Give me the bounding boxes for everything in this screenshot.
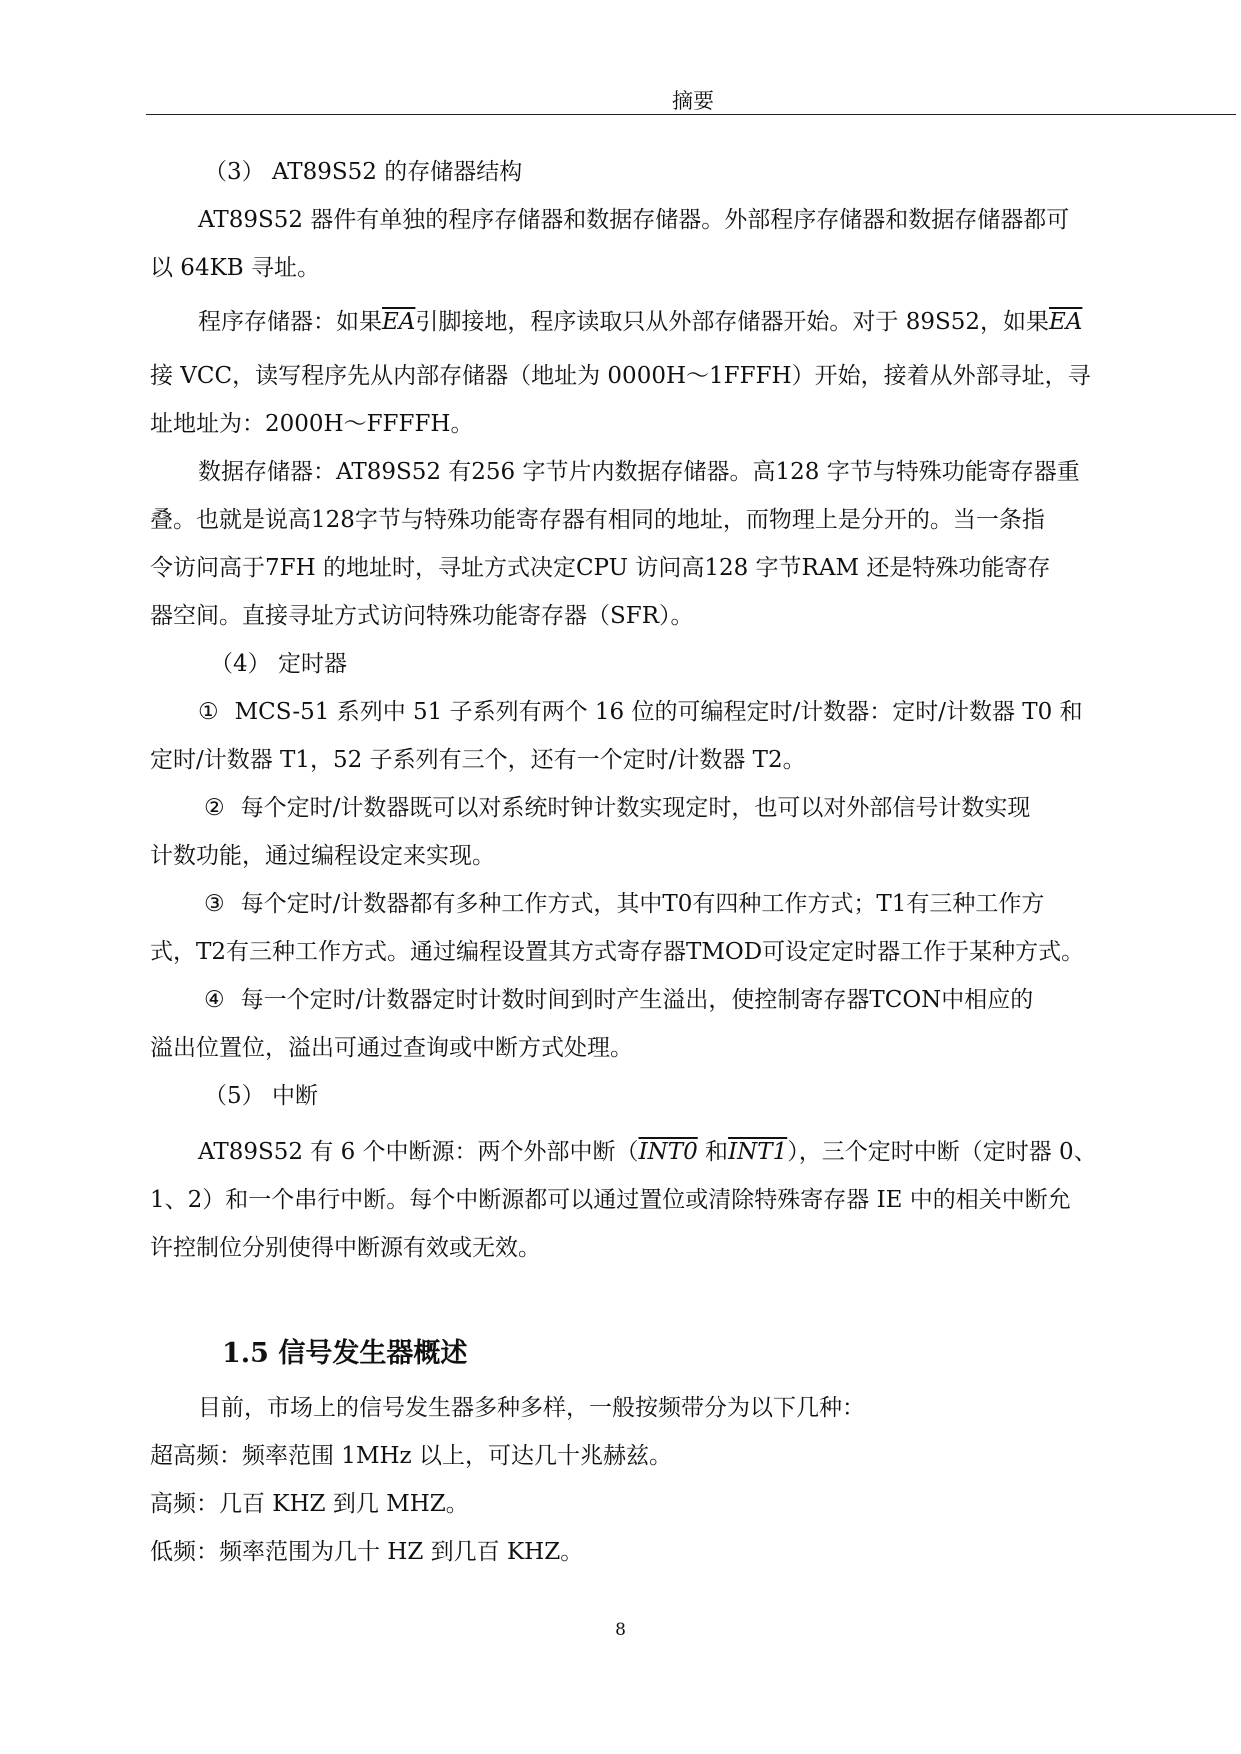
list-item-text: MCS-51 系列中 51 子系列有两个 16 位的可编程定时/计数器：定时/计数器 T0 和 <box>234 699 1083 725</box>
list-item-text: 每一个定时/计数器定时计数时间到时产生溢出，使控制寄存器TCON中相应的 <box>240 987 1034 1013</box>
paragraph-line: 低频：频率范围为几十 HZ 到几百 KHZ。 <box>150 1539 584 1565</box>
list-item <box>150 976 1140 1024</box>
paragraph-line: 址地址为：2000H～FFFFH。 <box>150 411 474 437</box>
text-run: ），三个定时中断（定时器 0、 <box>787 1139 1097 1165</box>
paragraph-data-memory: 数据存储器：AT89S52 有256 字节片内数据存储器。高128 字节与特殊功能寄存器重 <box>198 459 1080 485</box>
int0-overline-symbol: INT0 <box>638 1139 698 1165</box>
paragraph-line: 定时/计数器 T1，52 子系列有三个，还有一个定时/计数器 T2。 <box>150 747 806 773</box>
ea-overline-symbol: $\overline{EA}$ <box>1049 309 1083 335</box>
list-item <box>150 880 1140 928</box>
paragraph-line: 令访问高于7FH 的地址时，寻址方式决定CPU 访问高128 字节RAM 还是特殊功能寄存 <box>150 555 1051 581</box>
page-number: 8 <box>615 1620 626 1640</box>
circled-number-2: ② <box>204 795 225 821</box>
paragraph-line: 以 64KB 寻址。 <box>150 255 320 281</box>
list-item <box>150 688 1140 736</box>
list-item <box>150 784 1140 832</box>
paragraph-line: 接 VCC，读写程序先从内部存储器（地址为 0000H～1FFFH）开始，接着从外部寻址，寻 <box>150 363 1091 389</box>
circled-number-4: ④ <box>204 987 225 1013</box>
paragraph-line: 目前，市场上的信号发生器多种多样，一般按频带分为以下几种： <box>198 1395 865 1421</box>
paragraph-line: 式，T2有三种工作方式。通过编程设置其方式寄存器TMOD可设定定时器工作于某种方式。 <box>150 939 1085 965</box>
subheading-interrupt: （5） 中断 <box>204 1083 318 1109</box>
paragraph-line: AT89S52 器件有单独的程序存储器和数据存储器。外部程序存储器和数据存储器都可 <box>198 207 1070 233</box>
subheading-memory-structure: （3） AT89S52 的存储器结构 <box>204 159 523 185</box>
text-run: 和 <box>697 1139 729 1165</box>
circled-number-3: ③ <box>204 891 225 917</box>
document-body <box>150 148 1140 1576</box>
paragraph-line: 叠。也就是说高128字节与特殊功能寄存器有相同的地址，而物理上是分开的。当一条指 <box>150 507 1045 533</box>
paragraph-line: 溢出位置位，溢出可通过查询或中断方式处理。 <box>150 1035 633 1061</box>
ea-overline-symbol: $\overline{EA}$ <box>382 309 416 335</box>
subheading-timer: （4） 定时器 <box>210 651 347 677</box>
paragraph-line: 超高频：频率范围 1MHz 以上，可达几十兆赫兹。 <box>150 1443 672 1469</box>
paragraph-interrupts <box>150 1128 1140 1176</box>
int1-overline-symbol: INT1 <box>728 1139 788 1165</box>
paragraph-line: 高频：几百 KHZ 到几 MHZ。 <box>150 1491 469 1517</box>
section-heading: 1.5 信号发生器概述 <box>222 1338 468 1369</box>
header-title: 摘要 <box>672 89 714 113</box>
paragraph-program-memory <box>150 298 1140 346</box>
paragraph-line: 器空间。直接寻址方式访问特殊功能寄存器（SFR）。 <box>150 603 694 629</box>
paragraph-line: 1、2）和一个串行中断。每个中断源都可以通过置位或清除特殊寄存器 IE 中的相关中断允 <box>150 1187 1071 1213</box>
text-run: 引脚接地，程序读取只从外部存储器开始。对于 89S52，如果 <box>415 309 1050 335</box>
list-item-text: 每个定时/计数器既可以对系统时钟计数实现定时，也可以对外部信号计数实现 <box>240 795 1031 821</box>
text-run: 程序存储器：如果 <box>198 309 382 335</box>
page-header <box>146 88 1236 115</box>
paragraph-line: 计数功能，通过编程设定来实现。 <box>150 843 495 869</box>
list-item-text: 每个定时/计数器都有多种工作方式，其中T0有四种工作方式；T1有三种工作方 <box>240 891 1045 917</box>
paragraph-line: 许控制位分别使得中断源有效或无效。 <box>150 1235 541 1261</box>
circled-number-1: ① <box>198 699 219 725</box>
text-run: AT89S52 有 6 个中断源：两个外部中断（ <box>198 1139 639 1165</box>
